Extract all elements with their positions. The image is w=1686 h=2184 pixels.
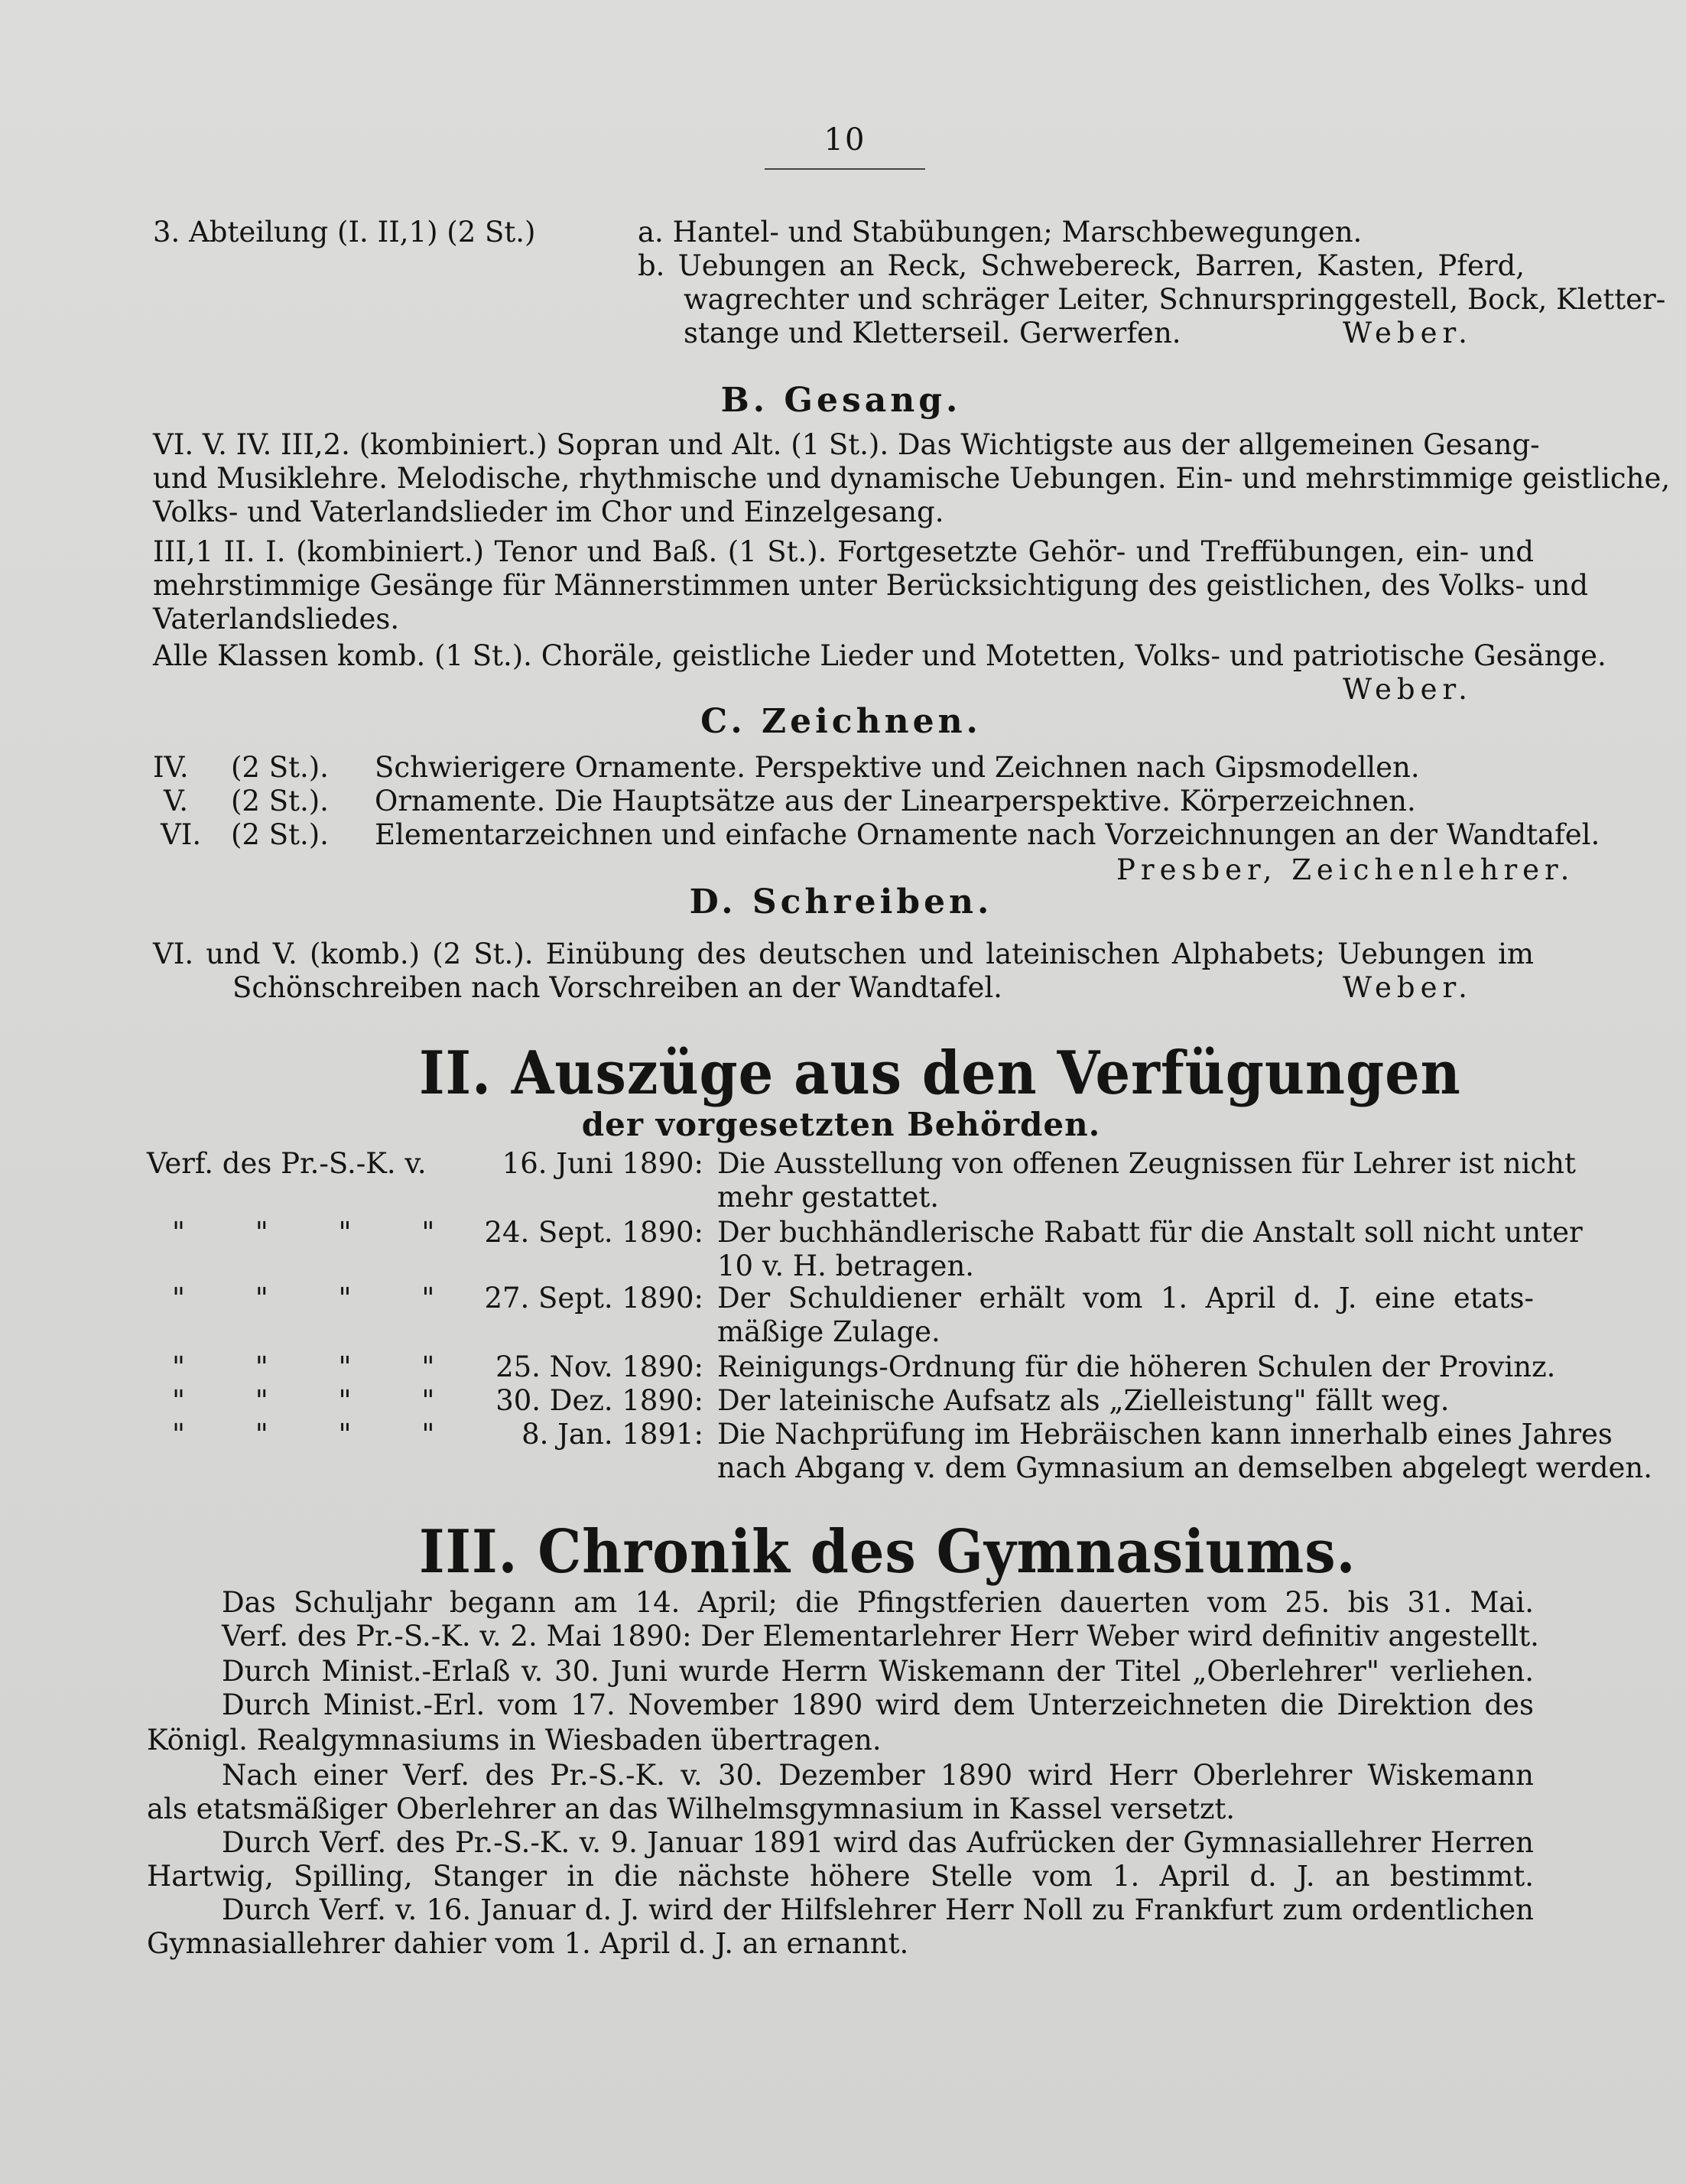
gesang-p1-line1: VI. V. IV. III,2. (kombiniert.) Sopran und Alt. (1 St.). Das Wichtigste aus der allgemeinen Gesang- — [153, 428, 1540, 461]
decree-date: 25. Nov. 1890: — [495, 1350, 703, 1383]
zeichnen-row-class: VI. — [161, 818, 202, 851]
decree-date: 16. Juni 1890: — [502, 1147, 703, 1180]
schreiben-line2: Schönschreiben nach Vorschreiben an der Wandtafel. — [232, 971, 1002, 1004]
zeichnen-row-hours: (2 St.). — [231, 785, 329, 817]
decree-text: Der buchhändlerische Rabatt für die Anstalt soll nicht unter — [717, 1216, 1583, 1249]
decree-date: 24. Sept. 1890: — [484, 1216, 703, 1249]
decree-text: Reinigungs-Ordnung für die höheren Schulen der Provinz. — [717, 1350, 1556, 1383]
turnen-line-b3: stange und Kletterseil. Gerwerfen. — [684, 317, 1181, 349]
chronicle-line: Durch Verf. des Pr.-S.-K. v. 9. Januar 1891 wird das Aufrücken der Gymnasiallehrer Herren — [222, 1826, 1534, 1859]
chronicle-line: als etatsmäßiger Oberlehrer an das Wilhelmsgymnasium in Kassel versetzt. — [147, 1792, 1236, 1825]
schreiben-teacher: Weber. — [1343, 971, 1473, 1004]
decree-date: 30. Dez. 1890: — [495, 1384, 703, 1417]
gesang-p1-line3: Volks- und Vaterlandslieder im Chor und Einzelgesang. — [153, 496, 944, 528]
turnen-row-label: 3. Abteilung (I. II,1) (2 St.) — [153, 216, 536, 249]
chronicle-line: Durch Minist.-Erl. vom 17. November 1890 wird dem Unterzeichneten die Direktion des — [222, 1688, 1534, 1721]
decree-text: nach Abgang v. dem Gymnasium an demselben abgelegt werden. — [717, 1451, 1653, 1484]
decree-issuer: " " " " — [172, 1216, 466, 1249]
chronicle-line: Nach einer Verf. des Pr.-S.-K. v. 30. Dezember 1890 wird Herr Oberlehrer Wiskemann — [222, 1759, 1534, 1792]
gesang-teacher: Weber. — [1343, 673, 1473, 706]
zeichnen-row-text: Elementarzeichnen und einfache Ornamente nach Vorzeichnungen an der Wandtafel. — [375, 818, 1600, 851]
decree-text: Der Schuldiener erhält vom 1. April d. J. eine etats- — [717, 1282, 1534, 1315]
decree-text: Die Ausstellung von offenen Zeugnissen für Lehrer ist nicht — [717, 1147, 1576, 1180]
zeichnen-row-text: Schwierigere Ornamente. Perspektive und Zeichnen nach Gipsmodellen. — [375, 751, 1420, 784]
chronicle-line: Königl. Realgymnasiums in Wiesbaden übertragen. — [147, 1724, 882, 1757]
gesang-heading: B. Gesang. — [720, 381, 962, 420]
decree-issuer: " " " " — [172, 1384, 466, 1417]
turnen-teacher: Weber. — [1343, 317, 1473, 349]
turnen-line-b1: b. Uebungen an Reck, Schwebereck, Barren, Kasten, Pferd, — [638, 249, 1525, 282]
zeichnen-row-class: V. — [164, 785, 189, 817]
page-number: 10 — [765, 122, 925, 170]
gesang-p1-line2: und Musiklehre. Melodische, rhythmische und dynamische Uebungen. Ein- und mehrstimmige geistliche, — [153, 462, 1671, 495]
zeichnen-heading: C. Zeichnen. — [700, 702, 982, 741]
chronicle-line: Durch Minist.-Erlaß v. 30. Juni wurde Herrn Wiskemann der Titel „Oberlehrer" verliehen. — [222, 1655, 1534, 1688]
turnen-line-a: a. Hantel- und Stabübungen; Marschbewegungen. — [638, 216, 1363, 249]
gesang-p3-line1: Alle Klassen komb. (1 St.). Choräle, geistliche Lieder und Motetten, Volks- und patriotische Gesänge. — [153, 639, 1606, 672]
decree-date: 8. Jan. 1891: — [521, 1418, 703, 1451]
chronicle-line: Gymnasiallehrer dahier vom 1. April d. J. an ernannt. — [147, 1927, 909, 1960]
chronicle-line: Hartwig, Spilling, Stanger in die nächste höhere Stelle vom 1. April d. J. an bestimmt. — [147, 1860, 1534, 1893]
decree-issuer: Verf. des Pr.-S.-K. v. — [147, 1147, 427, 1180]
gesang-p2-line3: Vaterlandsliedes. — [153, 603, 400, 635]
schreiben-heading: D. Schreiben. — [689, 882, 993, 921]
chronicle-line: Durch Verf. v. 16. Januar d. J. wird der Hilfslehrer Herr Noll zu Frankfurt zum ordentlichen — [222, 1893, 1534, 1926]
turnen-line-b2: wagrechter und schräger Leiter, Schnurspringgestell, Bock, Kletter- — [684, 283, 1666, 316]
zeichnen-row-hours: (2 St.). — [231, 818, 329, 851]
decree-issuer: " " " " — [172, 1418, 466, 1451]
zeichnen-teacher: Presber, Zeichenlehrer. — [1116, 853, 1575, 886]
decree-date: 27. Sept. 1890: — [484, 1282, 703, 1315]
decree-issuer: " " " " — [172, 1282, 466, 1315]
decree-text: mehr gestattet. — [717, 1181, 940, 1214]
zeichnen-row-hours: (2 St.). — [231, 751, 329, 784]
zeichnen-row-class: IV. — [153, 751, 189, 784]
schreiben-line1: VI. und V. (komb.) (2 St.). Einübung des deutschen und lateinischen Alphabets; Uebungen im — [153, 938, 1534, 970]
section2-title: II. Auszüge aus den Verfügungen — [419, 1038, 1461, 1108]
decree-text: 10 v. H. betragen. — [717, 1250, 975, 1282]
gesang-p2-line1: III,1 II. I. (kombiniert.) Tenor und Baß. (1 St.). Fortgesetzte Gehör- und Treffübungen, ein- und — [153, 535, 1534, 568]
decree-text: mäßige Zulage. — [717, 1315, 940, 1348]
decree-issuer: " " " " — [172, 1350, 466, 1383]
gesang-p2-line2: mehrstimmige Gesänge für Männerstimmen unter Berücksichtigung des geistlichen, des Volks- und — [153, 569, 1589, 602]
zeichnen-row-text: Ornamente. Die Hauptsätze aus der Linearperspektive. Körperzeichnen. — [375, 785, 1416, 817]
chronicle-line: Verf. des Pr.-S.-K. v. 2. Mai 1890: Der Elementarlehrer Herr Weber wird definitiv angestellt. — [222, 1620, 1539, 1653]
section2-subtitle: der vorgesetzten Behörden. — [581, 1106, 1101, 1143]
section3-title: III. Chronik des Gymnasiums. — [419, 1517, 1356, 1587]
chronicle-line: Das Schuljahr begann am 14. April; die Pfingstferien dauerten vom 25. bis 31. Mai. — [222, 1586, 1534, 1619]
decree-text: Die Nachprüfung im Hebräischen kann innerhalb eines Jahres — [717, 1418, 1613, 1451]
decree-text: Der lateinische Aufsatz als „Zielleistung" fällt weg. — [717, 1384, 1450, 1417]
